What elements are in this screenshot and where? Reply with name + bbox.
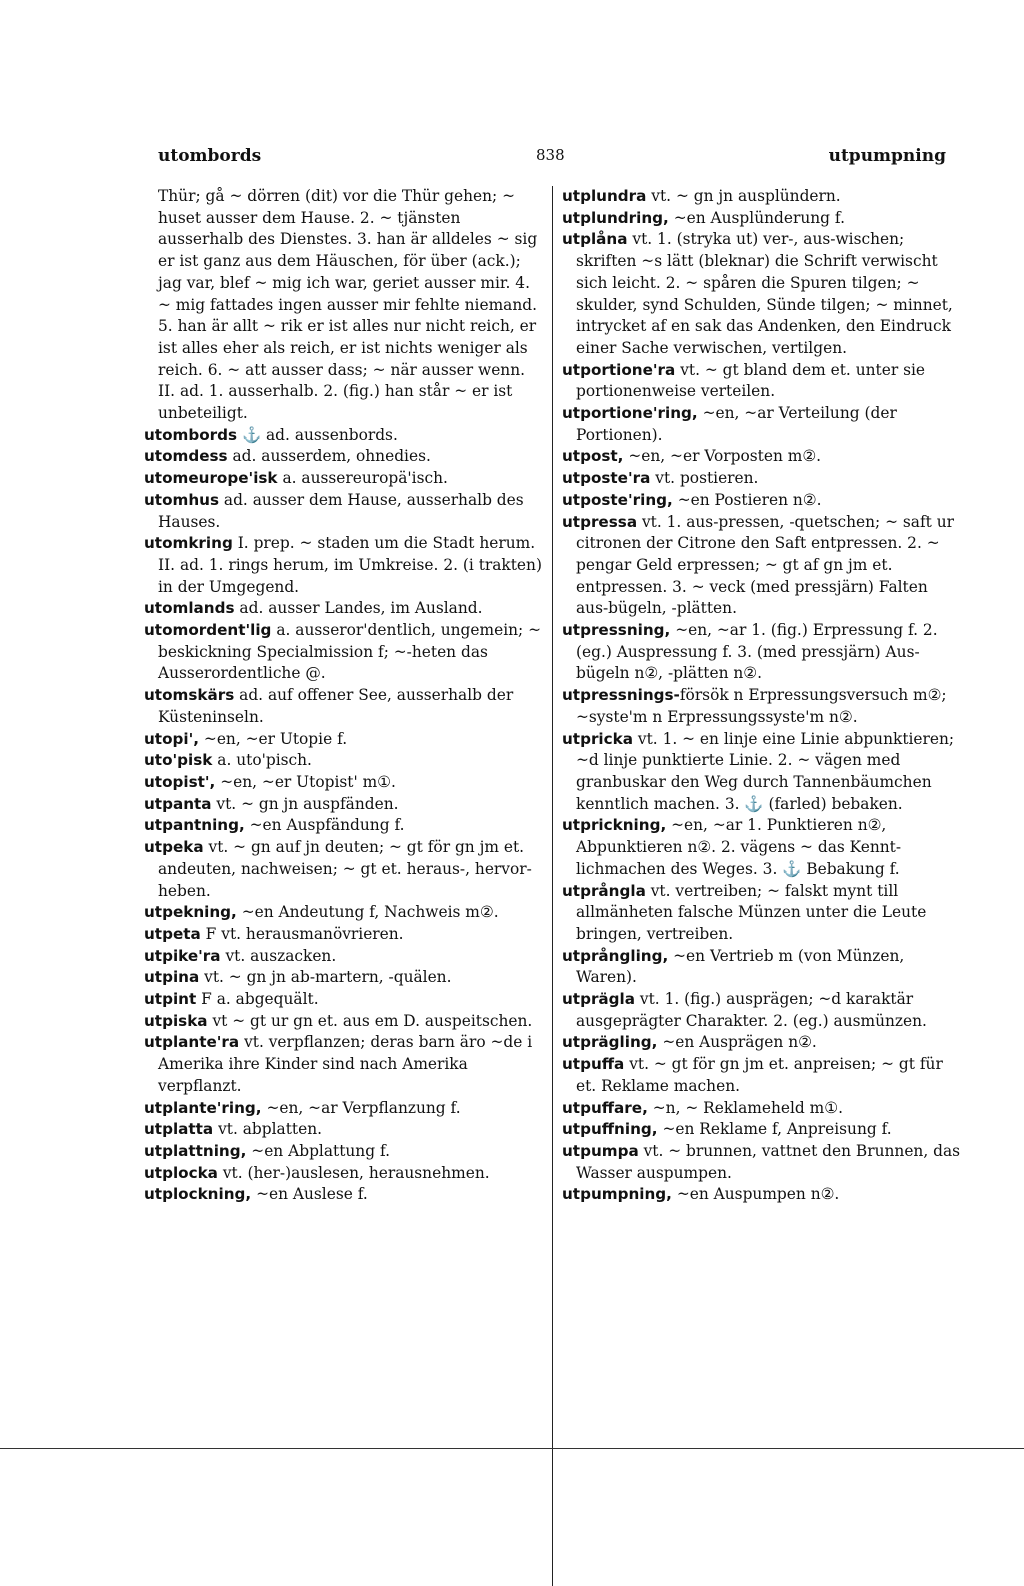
dictionary-entry [144,620,546,685]
entry-definition: vt ~ gt ur gn et. aus em D. auspeitschen. [212,1011,533,1030]
dictionary-entry [144,1163,546,1185]
entry-definition: ~en, ~ar Verpflanzung f. [266,1098,461,1117]
dictionary-entry [144,685,546,728]
entry-headword: uto'pisk [144,751,213,770]
entry-definition: ~en Vertrieb m (von Münzen, Waren). [576,946,905,987]
dictionary-entry [562,1119,964,1141]
entry-definition: ad. ausser Landes, im Ausland. [239,599,483,618]
dictionary-entry [562,685,964,728]
entry-definition: vt. 1. (stryka ut) ver-, aus-wischen; skriften ~s lätt (bleknar) die Schrift verwischt sich leicht. 2. ~ spåren die Spuren tilgen; ~ skulder, synd Schulden, Sünde tilgen; ~ minnet, intrycket af en sak das Andenken, den Eindruck einer Sache verwischen, vertilgen. [576,230,953,357]
entry-definition: ~n, ~ Reklameheld m①. [652,1098,843,1117]
dictionary-entry [562,512,964,621]
entry-headword: utpike'ra [144,946,221,965]
entry-definition: ~en Andeutung f, Nachweis m②. [241,903,499,922]
dictionary-entry [144,946,546,968]
dictionary-entry [144,1098,546,1120]
entry-definition: vt. postieren. [655,469,759,488]
entry-headword: utprägla [562,990,636,1009]
entry-headword: utpantning, [144,816,245,835]
dictionary-entry [144,1141,546,1163]
dictionary-entry [562,1098,964,1120]
dictionary-entry [562,468,964,490]
dictionary-entry [144,598,546,620]
entry-headword: utpumpning, [562,1185,672,1204]
entry-definition: ⚓ ad. aussenbords. [241,425,398,444]
entry-definition: ~en, ~ar Verteilung (der Portionen). [576,404,897,444]
running-head-right: utpumpning [828,146,946,166]
entry-headword: utpekning, [144,903,237,922]
entry-definition: F a. abgequält. [201,990,319,1009]
entry-headword: utpost, [562,447,624,466]
entry-definition: a. aussereuropä'isch. [282,469,448,488]
dictionary-entry [144,772,546,794]
entry-definition: vt. ~ gn jn auspfänden. [216,794,399,813]
entry-headword: utpuffare, [562,1098,648,1117]
entry-definition: F vt. herausmanövrieren. [205,924,404,943]
entry-headword: utomeurope'isk [144,469,278,488]
entry-definition: ~en, ~er Vorposten m②. [628,447,822,466]
entry-headword: utpiska [144,1011,208,1030]
entry-definition: ~en Ausplünderung f. [673,208,845,227]
entry-headword: utplatta [144,1120,214,1139]
entry-headword: utomhus [144,490,219,509]
entry-definition: vt. abplatten. [218,1120,323,1139]
dictionary-entry [562,620,964,685]
dictionary-entry [144,425,546,447]
entry-headword: utpricka [562,729,633,748]
dictionary-entry [144,815,546,837]
entry-headword: utomskärs [144,686,235,705]
page-bottom-rule [0,1448,1024,1449]
entry-definition: vt. ~ gn auf jn deuten; ~ gt för gn jm et. andeuten, nachweisen; ~ gt et. heraus-, hervor-heben. [158,838,532,900]
entry-definition: ~en Abplattung f. [251,1141,391,1160]
entry-headword: utplundra [562,187,647,205]
entry-definition: vt. ~ gt bland dem et. unter sie portionenweise verteilen. [576,360,925,401]
dictionary-entry [562,989,964,1032]
column-divider [552,186,553,1586]
entry-headword: utpressning, [562,621,671,640]
entry-definition: I. prep. ~ staden um die Stadt herum. II. ad. 1. rings herum, im Umkreise. 2. (i trakten) in der Umgegend. [158,534,542,596]
entry-definition: Thür; gå ~ dörren (dit) vor die Thür gehen; ~ huset ausser dem Hause. 2. ~ tjänsten ausserhalb des Dienstes. 3. han är alldeles ~ sig er ist ganz aus dem Häuschen, för über (ack.); jag var, blef ~ mig ich war, geriet ausser mir. 4. ~ mig fattades ingen ausser mir fehlte niemand. 5. han är allt ~ rik er ist alles nur nicht reich, er ist alles eher als reich, er ist nichts weniger als reich. 6. ~ att ausser dass; ~ när ausser wenn. II. ad. 1. ausserhalb. 2. (fig.) han står ~ er ist unbeteiligt. [158,187,538,423]
dictionary-entry [144,729,546,751]
dictionary-entry [144,446,546,468]
dictionary-entry [144,794,546,816]
entry-definition: ~en Ausprägen n②. [662,1033,817,1052]
entry-headword: utpressa [562,512,638,531]
dictionary-entry [144,1011,546,1033]
entry-definition: vt. ~ gn jn ab-martern, -quälen. [204,968,452,987]
entry-headword: utpeka [144,838,204,857]
dictionary-entry [144,837,546,902]
entry-headword: utpuffa [562,1055,625,1074]
dictionary-entry [562,1141,964,1184]
dictionary-entry [562,208,964,230]
entry-headword: utprångla [562,881,646,900]
entry-headword: utpeta [144,924,201,943]
dictionary-entry [562,360,964,403]
dictionary-entry [562,1184,964,1206]
entry-headword: utplante'ring, [144,1098,262,1117]
dictionary-entry [144,967,546,989]
dictionary-entry [144,989,546,1011]
entry-headword: utpina [144,968,200,987]
entry-definition: vt. auszacken. [225,946,337,965]
dictionary-entry [144,490,546,533]
entry-definition: vt. vertreiben; ~ falskt mynt till allmänheten falsche Münzen unter die Leute bringen, vertreiben. [576,881,927,943]
entry-definition: a. ausseror'dentlich, ungemein; ~ beskickning Specialmission f; ~-heten das Ausserordentliche @. [158,621,542,683]
entry-definition: ~en, ~er Utopie f. [203,729,348,748]
entry-definition: ad. ausserdem, ohnedies. [232,447,431,466]
entry-headword: utplundring, [562,208,669,227]
dictionary-entry [562,403,964,446]
dictionary-entry [562,229,964,359]
entry-headword: utposte'ring, [562,490,673,509]
entry-headword: utplockning, [144,1185,252,1204]
dictionary-entry [144,1119,546,1141]
entry-definition: ~en Postieren n②. [677,490,822,509]
entry-headword: utpanta [144,794,212,813]
entry-definition: försök n Erpressungsversuch m②; ~syste'm n Erpressungssyste'm n②. [576,686,947,726]
entry-definition: a. uto'pisch. [217,751,312,770]
right-column [562,186,964,1206]
entry-headword: utportione'ra [562,360,676,379]
entry-headword: utplocka [144,1163,218,1182]
dictionary-entry [144,1032,546,1097]
entry-definition: vt. ~ brunnen, vattnet den Brunnen, das Wasser auspumpen. [576,1141,961,1182]
dictionary-entry [562,446,964,468]
entry-headword: utpumpa [562,1141,639,1160]
entry-headword: utomordent'lig [144,621,272,640]
dictionary-entry [562,729,964,816]
entry-headword: utprägling, [562,1033,658,1052]
dictionary-entry [562,881,964,946]
entry-definition: vt. 1. (fig.) ausprägen; ~d karaktär ausgeprägter Charakter. 2. (eg.) ausmünzen. [576,990,927,1030]
entry-definition: vt. 1. ~ en linje eine Linie abpunktieren; ~d linje punktierte Linie. 2. ~ vägen med granbuskar den Weg durch Tannenbäumchen kenntlich machen. 3. ⚓ (farled) bebaken. [576,729,955,813]
entry-definition: vt. ~ gn jn ausplündern. [651,187,841,205]
entry-definition: vt. (her-)auslesen, herausnehmen. [222,1163,490,1182]
entry-headword: utprickning, [562,816,667,835]
entry-definition: vt. ~ gt för gn jm et. anpreisen; ~ gt für et. Reklame machen. [576,1055,943,1095]
dictionary-entry [562,1054,964,1097]
entry-headword: utpressnings- [562,686,680,705]
entry-headword: utportione'ring, [562,404,698,423]
dictionary-entry [144,186,546,425]
dictionary-entry [144,1184,546,1206]
entry-headword: utopist', [144,772,216,791]
dictionary-entry [562,815,964,880]
dictionary-entry [144,533,546,598]
entry-definition: ~en Auspumpen n②. [676,1185,840,1204]
running-head-left: utombords [158,146,262,166]
entry-headword: utombords [144,425,238,444]
dictionary-entry [562,490,964,512]
entry-definition: ~en, ~er Utopist' m①. [220,772,396,791]
entry-headword: utplante'ra [144,1033,240,1052]
dictionary-entry [144,902,546,924]
entry-headword: utomkring [144,534,233,553]
entry-definition: vt. 1. aus-pressen, -quetschen; ~ saft ur citronen der Citrone den Saft entpressen. 2. ~ pengar Geld erpressen; ~ gt af gn jm et. entpressen. 3. ~ veck (med pressjärn) Falten aus-bügeln, -plätten. [576,512,955,618]
entry-definition: ~en, ~ar 1. (fig.) Erpressung f. 2. (eg.) Auspressung f. 3. (med pressjärn) Aus-bügeln n②, -plätten n②. [576,621,938,683]
dictionary-entry [144,924,546,946]
entry-definition: ~en, ~ar 1. Punktieren n②, Abpunktieren n②. 2. vägens ~ das Kenntlichmachen des Weges. 3. ⚓ Bebakung f. [576,816,902,878]
entry-headword: utopi', [144,729,200,748]
left-column [144,186,546,1206]
entry-headword: utplåna [562,230,628,249]
entry-definition: vt. verpflanzen; deras barn äro ~de i Amerika ihre Kinder sind nach Amerika verpflanzt. [158,1033,533,1095]
entry-headword: utprångling, [562,946,669,965]
entry-headword: utpuffning, [562,1120,658,1139]
entry-definition: ~en Reklame f, Anpreisung f. [662,1120,892,1139]
entry-definition: ~en Auslese f. [256,1185,368,1204]
entry-definition: ~en Auspfändung f. [249,816,405,835]
entry-headword: utposte'ra [562,469,651,488]
entry-headword: utomlands [144,599,235,618]
dictionary-entry [562,946,964,989]
entry-definition: ad. ausser dem Hause, ausserhalb des Hauses. [158,490,524,531]
dictionary-entry [562,1032,964,1054]
entry-headword: utplattning, [144,1141,247,1160]
entry-headword: utomdess [144,447,228,466]
dictionary-entry [144,468,546,490]
page-number: 838 [536,146,565,164]
entry-headword: utpint [144,990,197,1009]
dictionary-entry [144,750,546,772]
entry-definition: ad. auf offener See, ausserhalb der Küsteninseln. [158,686,514,726]
dictionary-entry [562,186,964,208]
